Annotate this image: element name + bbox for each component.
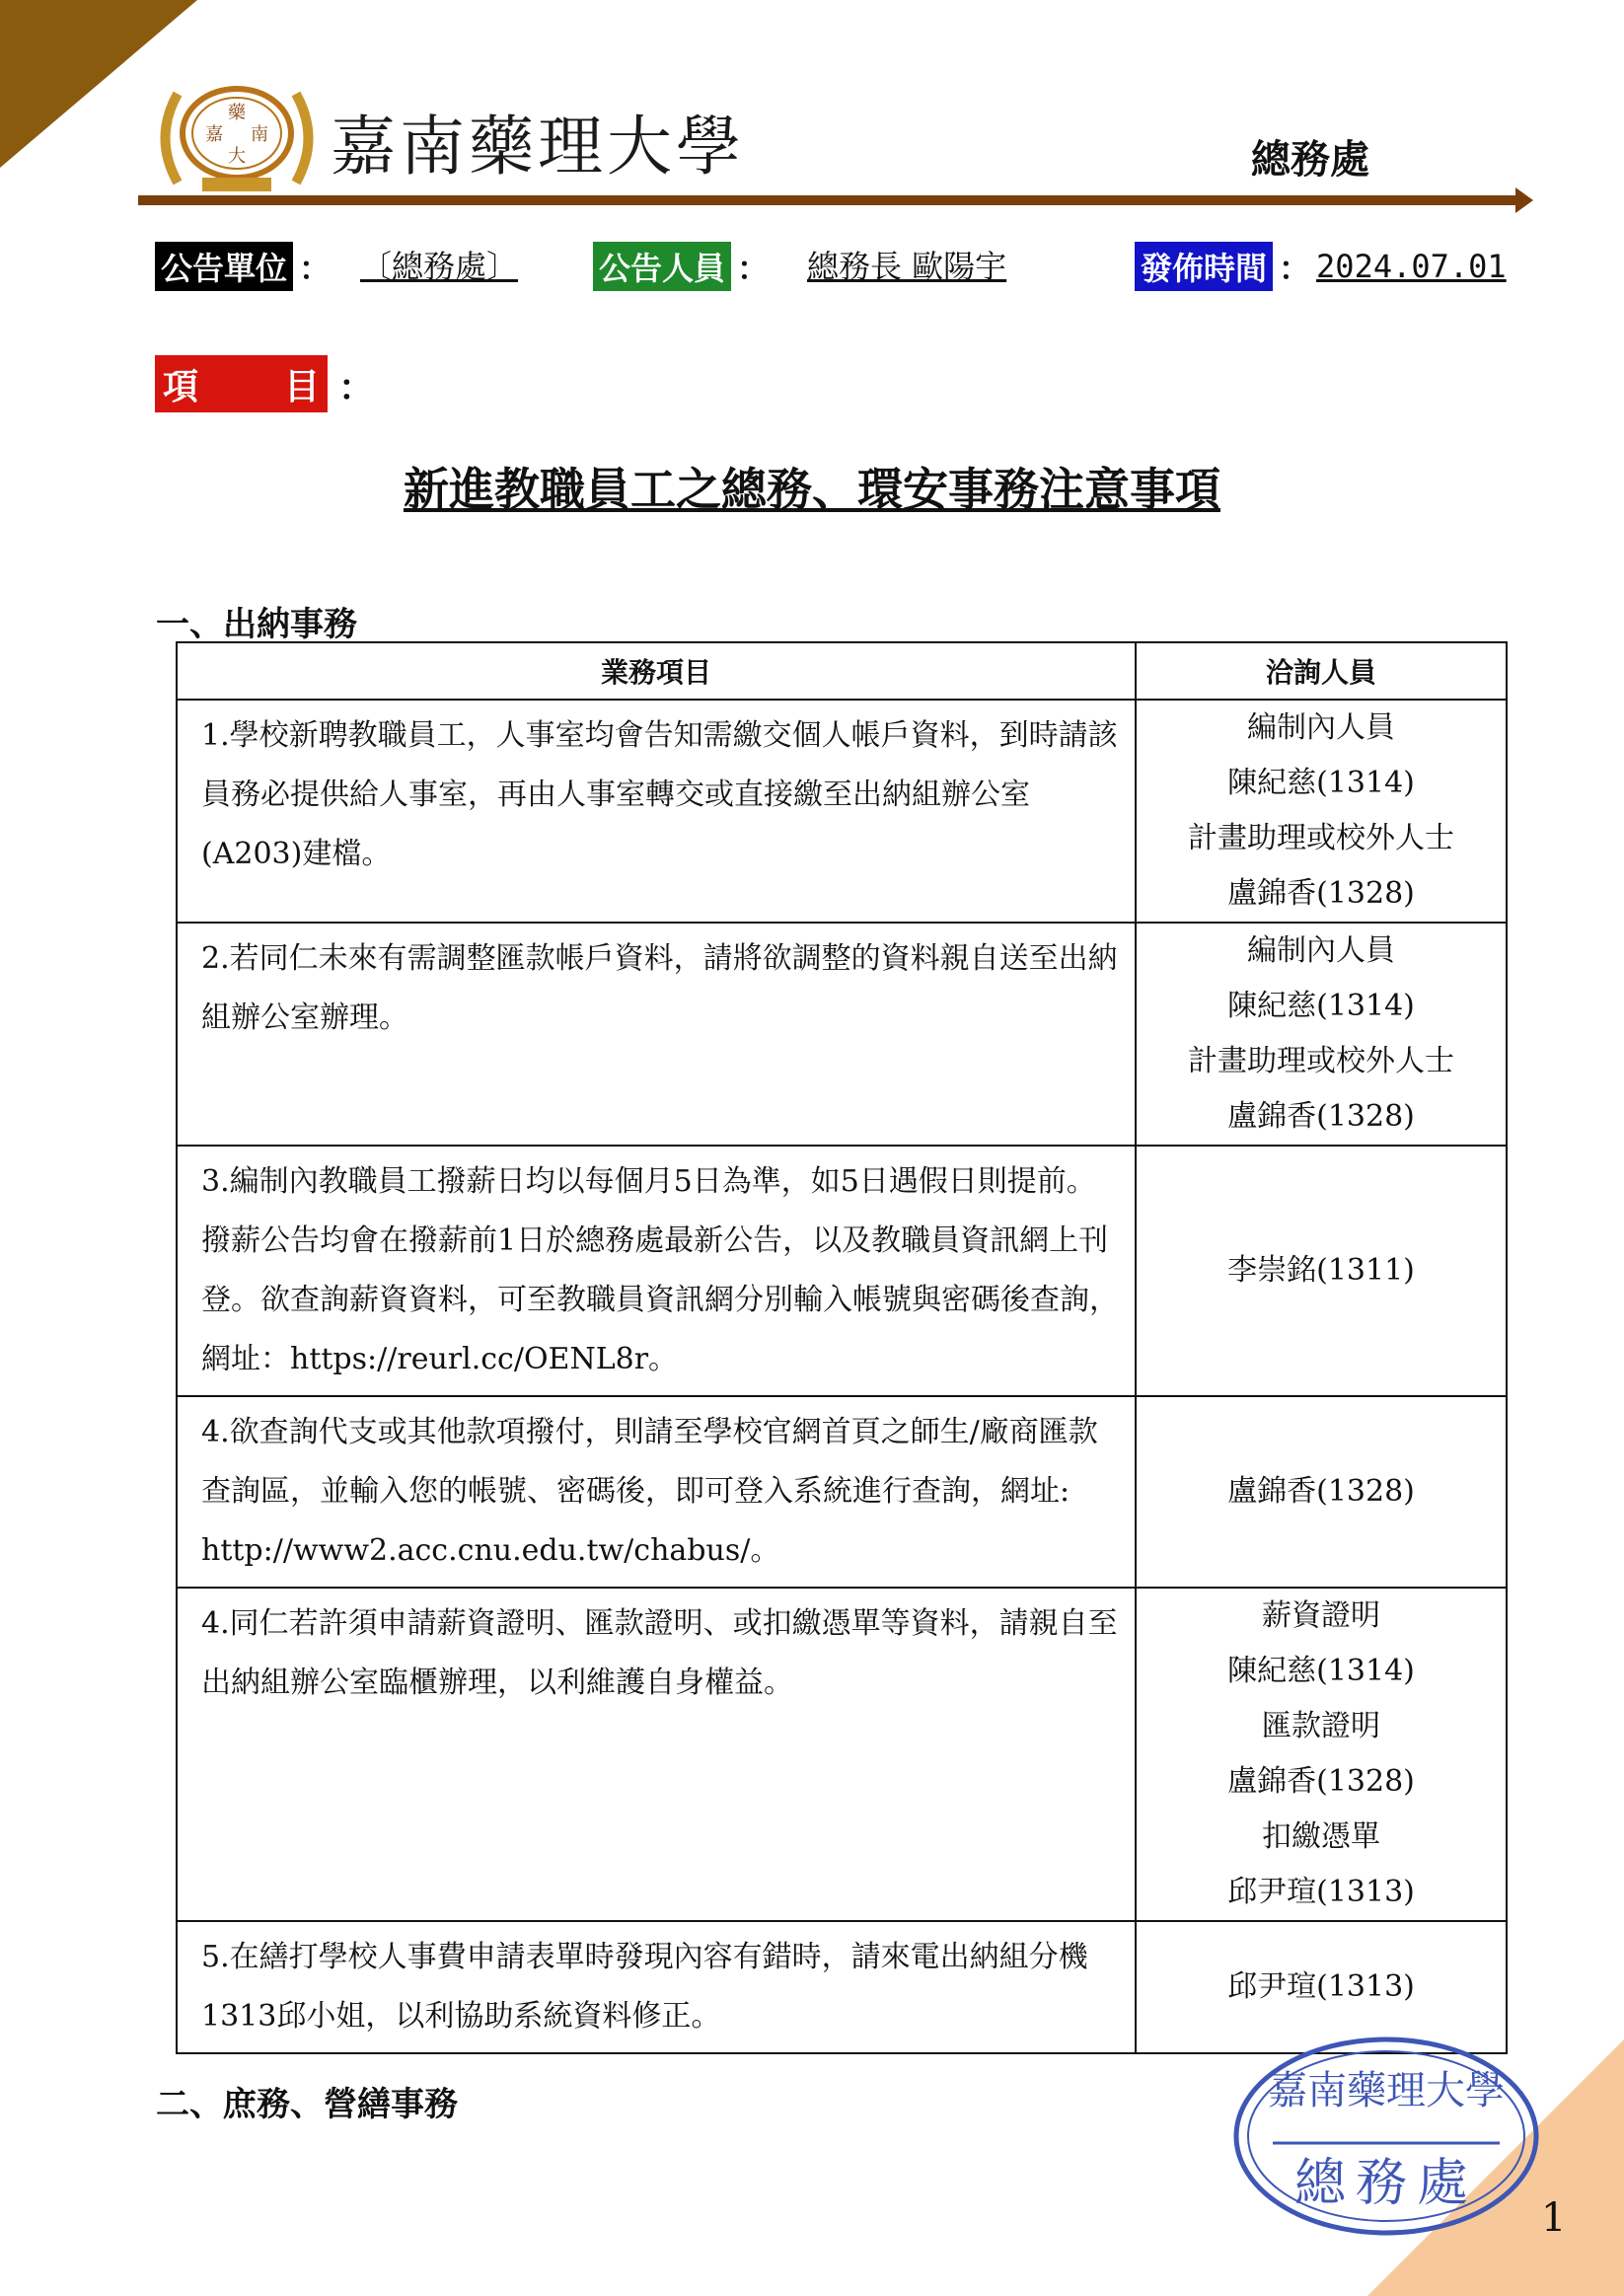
university-logo-icon bbox=[148, 79, 326, 197]
unit-label: 公告單位 bbox=[155, 242, 293, 291]
table-row: 2.若同仁未來有需調整匯款帳戶資料，請將欲調整的資料親自送至出納組辦公室辦理。 編制內人員 陳紀慈(1314) 計畫助理或校外人士 盧錦香(1328) bbox=[177, 923, 1507, 1146]
person-label: 公告人員 bbox=[593, 242, 731, 291]
document-title: 新進教職員工之總務、環安事務注意事項 bbox=[404, 463, 1220, 516]
header-task: 業務項目 bbox=[177, 642, 1136, 700]
header-divider bbox=[138, 195, 1519, 205]
announce-date: 發佈時間 ： 2024.07.01 bbox=[1135, 242, 1507, 291]
table-row: 4.同仁若許須申請薪資證明、匯款證明、或扣繳憑單等資料，請親自至出納組辦公室臨櫃辦理，以利維護自身權益。 薪資證明 陳紀慈(1314) 匯款證明 盧錦香(1328) 扣繳憑單 邱尹瑄(1313) bbox=[177, 1588, 1507, 1921]
date-value: 2024.07.01 bbox=[1316, 248, 1507, 285]
person-value: 總務長 歐陽宇 bbox=[807, 248, 1007, 285]
unit-value: 〔總務處〕 bbox=[360, 248, 519, 285]
item-label: 項 目 bbox=[155, 355, 328, 412]
item-colon: ： bbox=[338, 367, 375, 408]
svg-text:總務處: 總務處 bbox=[1293, 2154, 1479, 2213]
department-name: 總務處 bbox=[1251, 136, 1369, 183]
arrow-right-icon bbox=[1515, 187, 1533, 213]
table-row: 4.欲查詢代支或其他款項撥付，則請至學校官網首頁之師生/廠商匯款查詢區，並輸入您的帳號、密碼後，即可登入系統進行查詢，網址: http://www2.acc.cnu.edu.tw/chabus/。 盧錦香(1328) bbox=[177, 1396, 1507, 1588]
svg-text:藥: 藥 bbox=[228, 103, 246, 123]
svg-text:南: 南 bbox=[251, 124, 268, 145]
svg-text:大: 大 bbox=[228, 146, 246, 167]
date-label: 發佈時間 bbox=[1135, 242, 1273, 291]
svg-text:嘉南藥理大學: 嘉南藥理大學 bbox=[1268, 2068, 1505, 2113]
announce-unit-value bbox=[360, 242, 518, 287]
table-row: 5.在繕打學校人事費申請表單時發現內容有錯時，請來電出納組分機1313邱小姐，以利協助系統資料修正。 邱尹瑄(1313) bbox=[177, 1921, 1507, 2053]
section-heading-general-affairs: 二、庶務、營繕事務 bbox=[156, 2085, 458, 2124]
section-heading-cashier: 一、出納事務 bbox=[156, 605, 357, 644]
announce-unit: 公告單位 ： bbox=[155, 242, 336, 291]
svg-text:嘉: 嘉 bbox=[205, 124, 223, 145]
table-row: 3.編制內教職員工撥薪日均以每個月5日為準，如5日遇假日則提前。撥薪公告均會在撥薪前1日於總務處最新公告，以及教職員資訊網上刊登。欲查詢薪資資料，可至教職員資訊網分別輸入帳號與密碼後查詢，網址：https://reurl.cc/OENL8r。 李崇銘(1311) bbox=[177, 1146, 1507, 1396]
announce-person: 公告人員 ： bbox=[593, 242, 775, 291]
department-stamp-icon bbox=[1228, 2033, 1544, 2240]
page-number: 1 bbox=[1541, 2195, 1567, 2241]
header-contact: 洽詢人員 bbox=[1136, 642, 1507, 700]
announce-person-value bbox=[807, 242, 1006, 287]
table-row: 1.學校新聘教職員工，人事室均會告知需繳交個人帳戶資料，到時請該員務必提供給人事室，再由人事室轉交或直接繳至出納組辦公室(A203)建檔。 編制內人員 陳紀慈(1314) 計畫助理或校外人士 盧錦香(1328) bbox=[177, 700, 1507, 923]
cashier-table bbox=[176, 641, 1508, 2054]
university-name: 嘉南藥理大學 bbox=[331, 109, 745, 185]
